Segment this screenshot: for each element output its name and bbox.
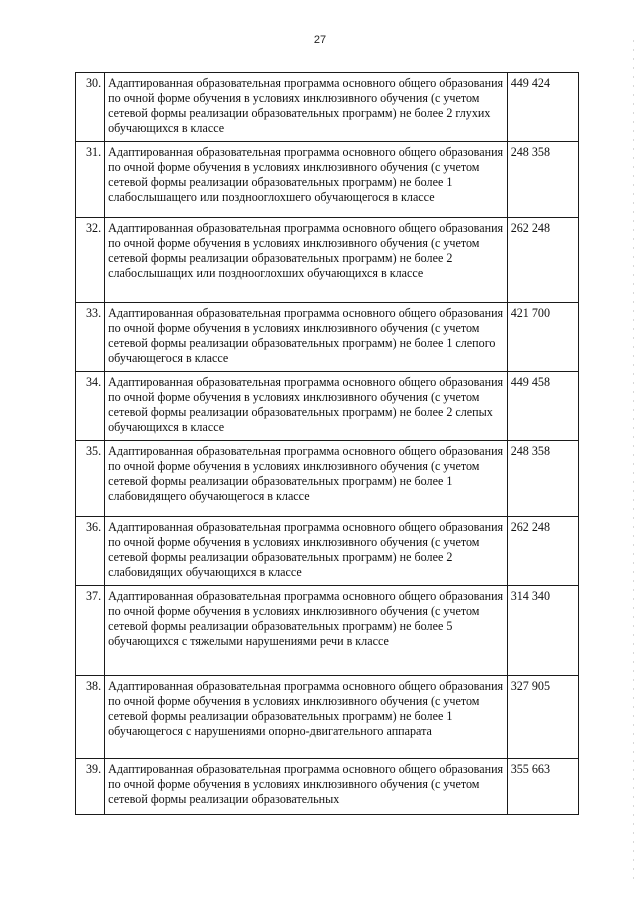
row-number: 30. <box>76 73 105 142</box>
table-row <box>76 441 579 517</box>
table-row <box>76 676 579 759</box>
table-row <box>76 759 579 815</box>
program-price: 355 663 <box>507 759 578 815</box>
program-price: 314 340 <box>507 586 578 676</box>
program-price: 421 700 <box>507 303 578 372</box>
row-number: 36. <box>76 517 105 586</box>
program-description: Адаптированная образовательная программа основного общего образования по очной форме обучения в условиях инклюзивного обучения (с учетом сетевой формы реализации образовательных программ) не более 1 обучающегося с нарушениями опорно-двигательного аппарата <box>105 676 508 759</box>
program-price: 262 248 <box>507 517 578 586</box>
row-number: 31. <box>76 142 105 218</box>
program-price: 327 905 <box>507 676 578 759</box>
program-price: 449 458 <box>507 372 578 441</box>
price-table <box>75 72 579 815</box>
program-price: 449 424 <box>507 73 578 142</box>
program-description: Адаптированная образовательная программа основного общего образования по очной форме обучения в условиях инклюзивного обучения (с учетом сетевой формы реализации образовательных программ) не более 1 слабослышащего или позднооглохшего обучающегося в классе <box>105 142 508 218</box>
program-price: 248 358 <box>507 441 578 517</box>
program-description: Адаптированная образовательная программа основного общего образования по очной форме обучения в условиях инклюзивного обучения (с учетом сетевой формы реализации образовательных программ) не более 1 слепого обучающегося в классе <box>105 303 508 372</box>
program-description: Адаптированная образовательная программа основного общего образования по очной форме обучения в условиях инклюзивного обучения (с учетом сетевой формы реализации образовательных программ) не более 2 слепых обучающихся в классе <box>105 372 508 441</box>
row-number: 39. <box>76 759 105 815</box>
page-number: 27 <box>313 34 327 46</box>
program-description: Адаптированная образовательная программа основного общего образования по очной форме обучения в условиях инклюзивного обучения (с учетом сетевой формы реализации образовательных программ) не более 1 слабовидящего обучающегося в классе <box>105 441 508 517</box>
program-description: Адаптированная образовательная программа основного общего образования по очной форме обучения в условиях инклюзивного обучения (с учетом сетевой формы реализации образовательных программ) не более 2 слабовидящих обучающихся в классе <box>105 517 508 586</box>
table-row <box>76 142 579 218</box>
row-number: 38. <box>76 676 105 759</box>
row-number: 33. <box>76 303 105 372</box>
table-row <box>76 517 579 586</box>
row-number: 35. <box>76 441 105 517</box>
program-description: Адаптированная образовательная программа основного общего образования по очной форме обучения в условиях инклюзивного обучения (с учетом сетевой формы реализации образовательных <box>105 759 508 815</box>
table-row <box>76 586 579 676</box>
program-price: 262 248 <box>507 218 578 303</box>
row-number: 34. <box>76 372 105 441</box>
table-row <box>76 372 579 441</box>
program-description: Адаптированная образовательная программа основного общего образования по очной форме обучения в условиях инклюзивного обучения (с учетом сетевой формы реализации образовательных программ) не более 2 слабослышащих или позднооглохших обучающихся в классе <box>105 218 508 303</box>
program-price: 248 358 <box>507 142 578 218</box>
table-row <box>76 73 579 142</box>
row-number: 32. <box>76 218 105 303</box>
program-description: Адаптированная образовательная программа основного общего образования по очной форме обучения в условиях инклюзивного обучения (с учетом сетевой формы реализации образовательных программ) не более 2 глухих обучающихся в классе <box>105 73 508 142</box>
table-row <box>76 303 579 372</box>
row-number: 37. <box>76 586 105 676</box>
program-description: Адаптированная образовательная программа основного общего образования по очной форме обучения в условиях инклюзивного обучения (с учетом сетевой формы реализации образовательных программ) не более 5 обучающихся с тяжелыми нарушениями речи в классе <box>105 586 508 676</box>
scan-edge-artifact <box>633 40 634 880</box>
table-row <box>76 218 579 303</box>
